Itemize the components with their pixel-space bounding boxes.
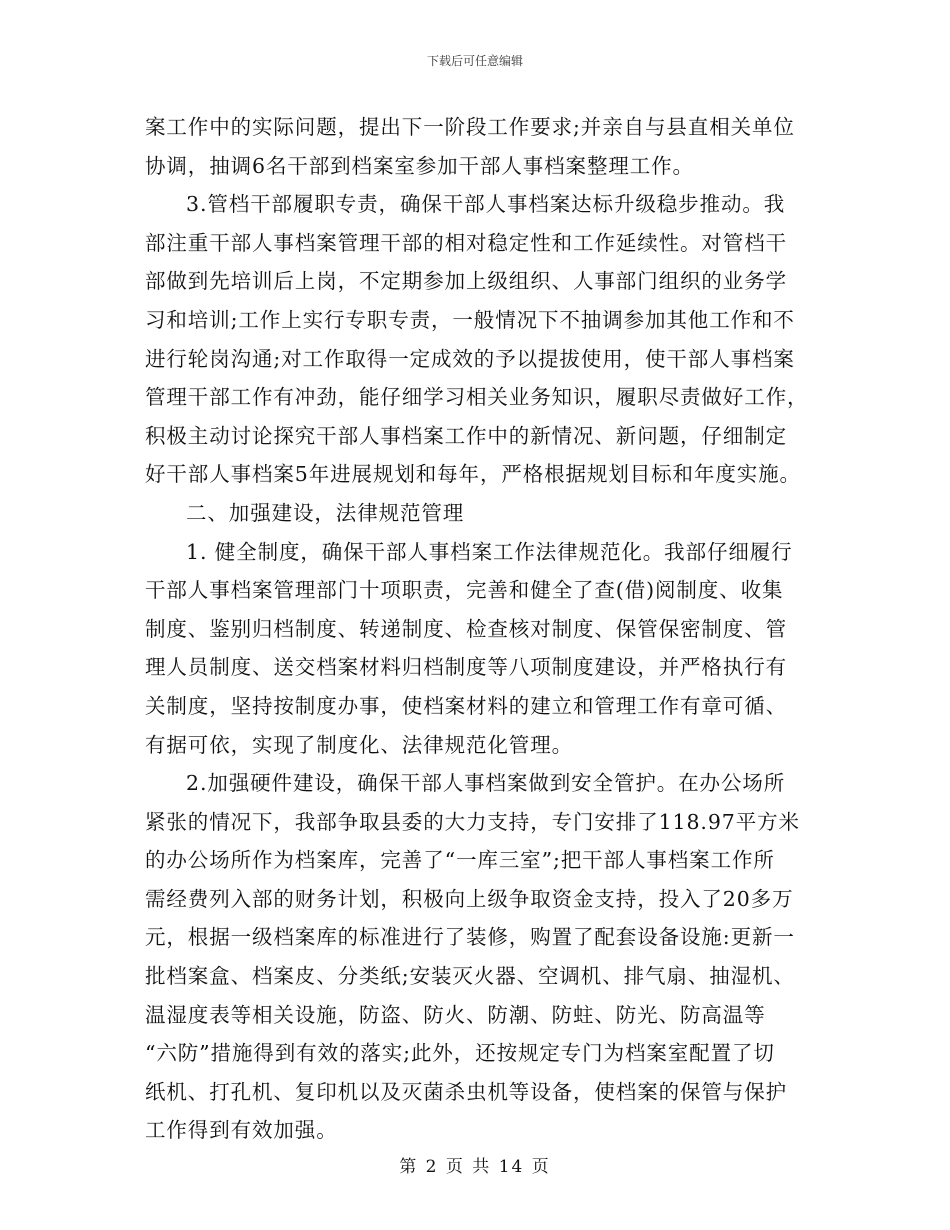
text-line: 关制度，坚持按制度办事，使档案材料的建立和管理工作有章可循、 [145,693,787,718]
text-line: 部注重干部人事档案管理干部的相对稳定性和工作延续性。对管档干 [145,230,787,255]
text-line: 理人员制度、送交档案材料归档制度等八项制度建设，并严格执行有 [145,655,787,680]
text-line: 部做到先培训后上岗，不定期参加上级组织、人事部门组织的业务学 [145,269,787,294]
text-line: 积极主动讨论探究干部人事档案工作中的新情况、新问题，仔细制定 [145,423,787,448]
text-line: 制度、鉴别归档制度、转递制度、检查核对制度、保管保密制度、管 [145,616,787,641]
text-line: 紧张的情况下，我部争取县委的大力支持，专门安排了118.97平方米 [145,809,800,834]
text-line: 的办公场所作为档案库，完善了“一库三室”;把干部人事档案工作所 [145,848,775,873]
text-line: 元，根据一级档案库的标准进行了装修，购置了配套设备设施:更新一 [145,925,795,950]
document-body [145,108,810,1150]
page-header: 下载后可任意编辑 [426,54,523,68]
text-line: 干部人事档案管理部门十项职责，完善和健全了查(借)阅制度、收集 [145,578,784,603]
text-line: 案工作中的实际问题，提出下一阶段工作要求;并亲自与县直相关单位 [145,115,795,139]
text-line: 批档案盒、档案皮、分类纸;安装灭火器、空调机、排气扇、抽湿机、 [145,964,795,989]
text-line: 管理干部工作有冲劲，能仔细学习相关业务知识，履职尽责做好工作， [145,385,809,410]
text-line: 纸机、打孔机、复印机以及灭菌杀虫机等设备，使档案的保管与保护 [145,1079,787,1104]
paragraph-start-line: 2.加强硬件建设，确保干部人事档案做到安全管护。在办公场所 [186,771,786,796]
text-line: 协调，抽调6名干部到档案室参加干部人事档案整理工作。 [145,153,694,178]
text-line: “六防”措施得到有效的落实;此外，还按规定专门为档案室配置了切 [145,1041,775,1066]
paragraph-start-line: 1. 健全制度，确保干部人事档案工作法律规范化。我部仔细履行 [186,539,793,564]
text-line: 温湿度表等相关设施，防盗、防火、防潮、防蛀、防光、防高温等 [145,1002,766,1027]
text-line: 有据可依，实现了制度化、法律规范化管理。 [145,732,573,757]
text-line: 需经费列入部的财务计划，积极向上级争取资金支持，投入了20多万 [145,886,794,911]
section-heading: 二、加强建设，法律规范管理 [186,500,465,525]
text-line: 工作得到有效加强。 [145,1118,338,1143]
paragraph-start-line: 3.管档干部履职专责，确保干部人事档案达标升级稳步推动。我 [186,192,786,217]
text-line: 好干部人事档案5年进展规划和每年，严格根据规划目标和年度实施。 [145,462,801,487]
text-line: 进行轮岗沟通;对工作取得一定成效的予以提拔使用，使干部人事档案 [145,346,795,371]
text-line: 习和培训;工作上实行专职专责，一般情况下不抽调参加其他工作和不 [145,307,795,332]
page-number-footer: 第 2 页 共 14 页 [399,1157,551,1177]
